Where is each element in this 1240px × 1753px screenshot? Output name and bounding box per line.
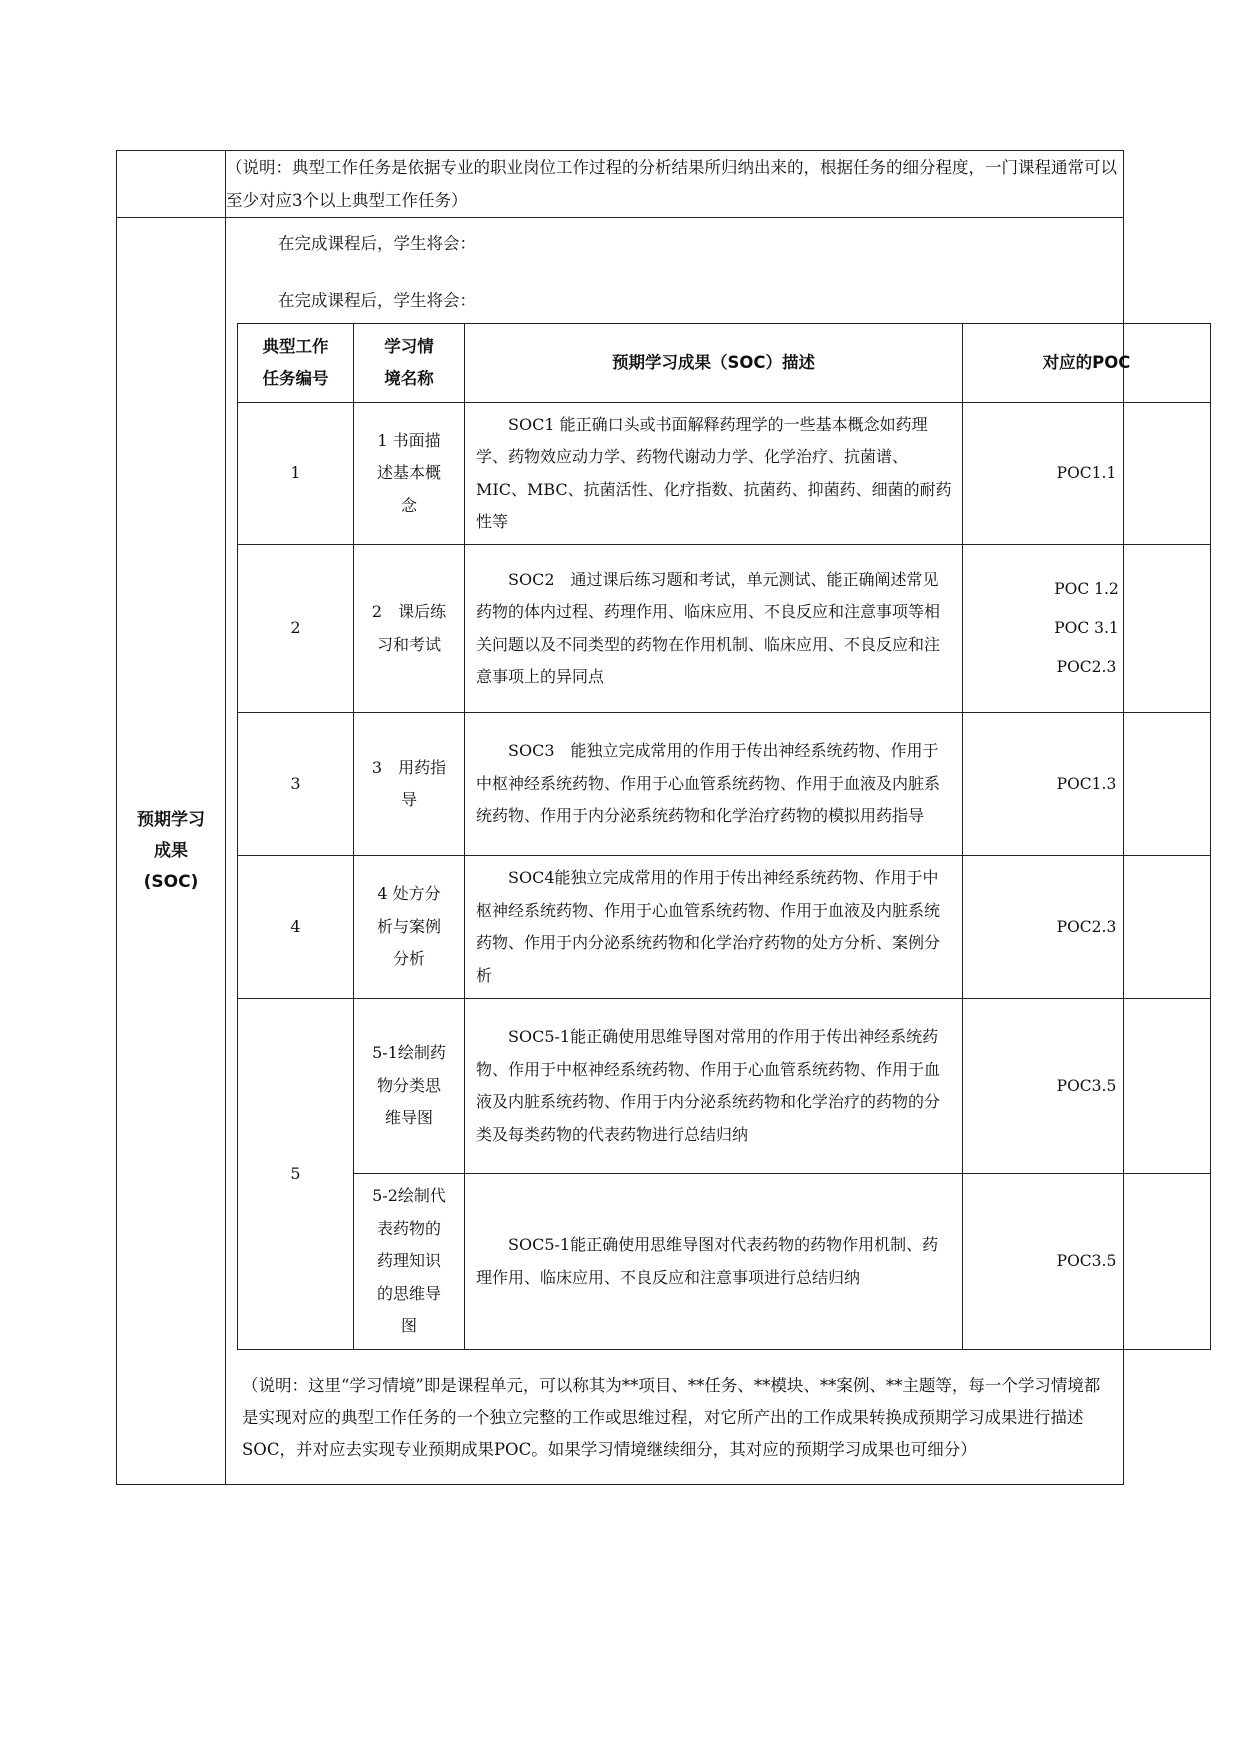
soc-section-row bbox=[117, 218, 1124, 1485]
section-label-text: 预期学习成果(SOC) bbox=[137, 809, 205, 892]
task-number: 4 bbox=[238, 856, 354, 999]
situation-name-text: 5-1绘制药物分类思维导图 bbox=[372, 1043, 446, 1128]
intro-text-1: 在完成课程后，学生将会： bbox=[278, 234, 476, 253]
header-situation-name-text: 学习情境名称 bbox=[384, 336, 434, 388]
soc-description-text: SOC2 通过课后练习题和考试，单元测试、能正确阐述常见药物的体内过程、药理作用、临床应用、不良反应和注意事项等相关问题以及不同类型的药物在作用机制、临床应用、不良反应和注意事项上的异同点 bbox=[476, 569, 941, 686]
situation-name bbox=[354, 403, 465, 545]
table-row bbox=[238, 856, 1211, 999]
top-note: （说明：典型工作任务是依据专业的职业岗位工作过程的分析结果所归纳出来的，根据任务的细分程度，一门课程通常可以至少对应3个以上典型工作任务） bbox=[226, 151, 1124, 218]
soc-description bbox=[465, 856, 963, 999]
soc-description-text: SOC4能独立完成常用的作用于传出神经系统药物、作用于中枢神经系统药物、作用于心血管系统药物、作用于血液及内脏系统药物、作用于内分泌系统药物和化学治疗药物的处方分析、案例分析 bbox=[476, 868, 941, 985]
course-outcome-table bbox=[116, 150, 1131, 1485]
soc-description bbox=[465, 545, 963, 713]
header-soc-description: 预期学习成果（SOC）描述 bbox=[465, 324, 963, 403]
table-row bbox=[238, 545, 1211, 713]
empty-label-cell bbox=[117, 151, 226, 218]
poc-value: POC 3.1 bbox=[1054, 619, 1119, 637]
soc-description-text: SOC5-1能正确使用思维导图对代表药物的药物作用机制、药理作用、临床应用、不良反应和注意事项进行总结归纳 bbox=[476, 1235, 939, 1287]
situation-name bbox=[354, 999, 465, 1174]
poc-value: POC1.3 bbox=[963, 713, 1211, 856]
situation-name bbox=[354, 1174, 465, 1350]
soc-description-text: SOC1 能正确口头或书面解释药理学的一些基本概念如药理学、药物效应动力学、药物代谢动力学、化学治疗、抗菌谱、MIC、MBC、抗菌活性、化疗指数、抗菌药、抑菌药、细菌的耐药性等 bbox=[476, 414, 952, 531]
soc-table-header bbox=[238, 324, 1211, 403]
poc-value-list bbox=[963, 545, 1211, 713]
situation-name-text: 4 处方分析与案例分析 bbox=[376, 884, 441, 969]
task-number: 5 bbox=[238, 999, 354, 1350]
table-row bbox=[238, 999, 1211, 1174]
task-number: 1 bbox=[238, 403, 354, 545]
poc-value: POC2.3 bbox=[1056, 658, 1117, 676]
top-note-row bbox=[117, 151, 1124, 218]
header-poc: 对应的POC bbox=[963, 324, 1211, 403]
soc-description bbox=[465, 713, 963, 856]
table-row bbox=[238, 713, 1211, 856]
header-situation-name bbox=[354, 324, 465, 403]
soc-description bbox=[465, 999, 963, 1174]
task-number: 3 bbox=[238, 713, 354, 856]
header-task-number bbox=[238, 324, 354, 403]
soc-table bbox=[237, 323, 1211, 1350]
poc-value: POC 1.2 bbox=[1054, 580, 1119, 598]
situation-name bbox=[354, 713, 465, 856]
task-number: 2 bbox=[238, 545, 354, 713]
soc-description-text: SOC3 能独立完成常用的作用于传出神经系统药物、作用于中枢神经系统药物、作用于心血管系统药物、作用于血液及内脏系统药物、作用于内分泌系统药物和化学治疗药物的模拟用药指导 bbox=[476, 741, 941, 826]
bottom-note: （说明：这里“学习情境”即是课程单元，可以称其为**项目、**任务、**模块、**案例、**主题等，每一个学习情境都是实现对应的典型工作任务的一个独立完整的工作或思维过程，对它所产出的工作成果转换成预期学习成果进行描述SOC，并对应去实现专业预期成果POC。如果学习情境继续细分，其对应的预期学习成果也可细分） bbox=[242, 1376, 1101, 1459]
situation-name-text: 5-2绘制代表药物的药理知识的思维导图 bbox=[372, 1186, 446, 1336]
header-task-number-text: 典型工作任务编号 bbox=[262, 336, 329, 388]
situation-name bbox=[354, 545, 465, 713]
intro-text-2: 在完成课程后，学生将会： bbox=[278, 291, 476, 310]
poc-value: POC2.3 bbox=[963, 856, 1211, 999]
table-row bbox=[238, 403, 1211, 545]
poc-value: POC1.1 bbox=[963, 403, 1211, 545]
section-label bbox=[117, 218, 226, 1485]
situation-name-text: 1 书面描述基本概念 bbox=[376, 430, 441, 515]
soc-section-content bbox=[226, 218, 1131, 1485]
soc-description bbox=[465, 403, 963, 545]
poc-value: POC3.5 bbox=[963, 999, 1211, 1174]
situation-name-text: 3 用药指导 bbox=[371, 757, 447, 809]
situation-name-text: 2 课后练习和考试 bbox=[371, 602, 447, 654]
soc-description-text: SOC5-1能正确使用思维导图对常用的作用于传出神经系统药物、作用于中枢神经系统药物、作用于心血管系统药物、作用于血液及内脏系统药物、作用于内分泌系统药物和化学治疗的药物的分类及每类药物的代表药物进行总结归纳 bbox=[476, 1027, 941, 1144]
soc-description bbox=[465, 1174, 963, 1350]
situation-name bbox=[354, 856, 465, 999]
table-row bbox=[238, 1174, 1211, 1350]
poc-value: POC3.5 bbox=[963, 1174, 1211, 1350]
